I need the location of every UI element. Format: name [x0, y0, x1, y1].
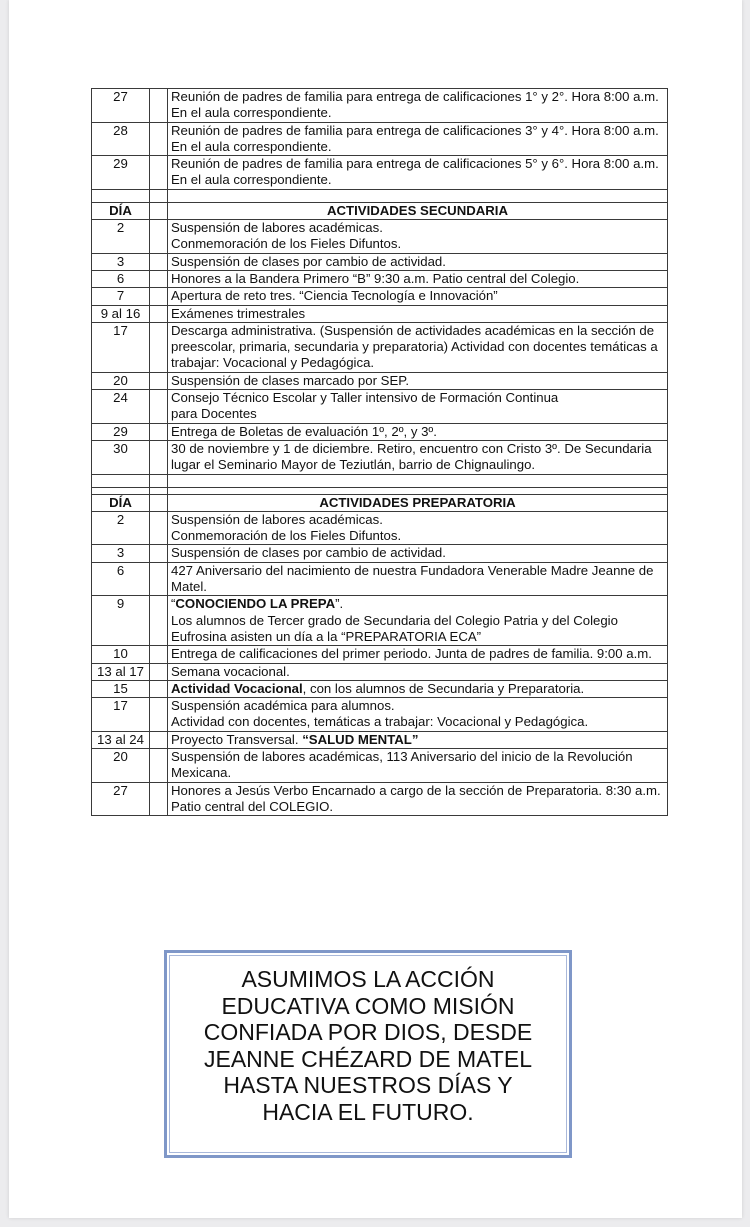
activities-table: [91, 88, 668, 816]
day-value: 29: [113, 156, 128, 172]
day-cell: [92, 731, 150, 748]
activity-text: Descarga administrativa. (Suspensión de actividades académicas en la sección de preescolar, primaria, secundaria y preparatoria) Actividad con docentes temáticas a trabajar: Vocacional y Pedagógica.: [171, 322, 658, 371]
activity-text: Entrega de calificaciones del primer periodo. Junta de padres de familia. 9:00 a.m.: [171, 646, 652, 662]
day-header-label: DÍA: [109, 202, 132, 218]
section-header-row: [92, 202, 668, 219]
gap-cell: [150, 288, 168, 305]
activity-row: [92, 646, 668, 663]
activity-text: Reunión de padres de familia para entrega de calificaciones 1° y 2°. Hora 8:00 a.m. En el aula correspondiente.: [171, 89, 659, 121]
day-cell: [92, 646, 150, 663]
activity-cell: [168, 156, 668, 190]
activity-row: [92, 698, 668, 732]
section-title: [168, 494, 668, 511]
day-value: 6: [116, 562, 125, 578]
activity-text: ”. Los alumnos de Tercer grado de Secundaria del Colegio Patria y del Colegio Eufrosina asisten un día a la “PREPARATORIA ECA”: [171, 596, 618, 644]
activity-cell: [168, 646, 668, 663]
activity-text: Exámenes trimestrales: [171, 305, 306, 321]
section-title-label: ACTIVIDADES PREPARATORIA: [319, 494, 516, 510]
day-cell: [92, 270, 150, 287]
day-header: [92, 202, 150, 219]
activity-cell: [168, 372, 668, 389]
activity-cell: [168, 305, 668, 322]
day-cell: [92, 596, 150, 646]
day-value: 27: [113, 89, 128, 104]
gap-cell: [150, 202, 168, 219]
activity-row: [92, 122, 668, 156]
activity-text: Proyecto Transversal.: [171, 731, 303, 747]
activity-row: [92, 253, 668, 270]
activity-cell: [168, 596, 668, 646]
gap-cell: [150, 270, 168, 287]
activity-row: [92, 782, 668, 816]
document-page: [9, 0, 742, 1218]
day-header: [92, 494, 150, 511]
gap-cell: [150, 646, 168, 663]
activity-row: [92, 288, 668, 305]
gap-cell: [150, 305, 168, 322]
activity-text: Suspensión académica para alumnos. Actividad con docentes, temáticas a trabajar: Vocacional y Pedagógica.: [171, 698, 589, 730]
spacer-cell: [92, 487, 150, 494]
activity-cell: [168, 562, 668, 596]
activity-cell: [168, 731, 668, 748]
gap-cell: [150, 698, 168, 732]
activity-text: 427 Aniversario del nacimiento de nuestra Fundadora Venerable Madre Jeanne de Matel.: [171, 562, 654, 595]
day-value: 7: [116, 288, 125, 304]
spacer-cell: [92, 474, 150, 487]
activity-row: [92, 440, 668, 474]
activity-row: [92, 511, 668, 545]
gap-cell: [150, 562, 168, 596]
gap-cell: [150, 596, 168, 646]
day-cell: [92, 122, 150, 156]
day-value: 17: [113, 698, 128, 714]
gap-cell: [150, 156, 168, 190]
day-value: 13 al 17: [97, 663, 144, 679]
motto-text: ASUMIMOS LA ACCIÓN EDUCATIVA COMO MISIÓN CONFIADA POR DIOS, DESDE JEANNE CHÉZARD DE MATEL HASTA NUESTROS DÍAS Y HACIA EL FUTURO.: [203, 966, 533, 1125]
spacer-cell: [92, 189, 150, 202]
activity-cell: [168, 322, 668, 372]
activity-cell: [168, 288, 668, 305]
gap-cell: [150, 122, 168, 156]
activity-row: [92, 680, 668, 697]
activity-cell: [168, 390, 668, 424]
day-value: 3: [116, 545, 125, 561]
gap-cell: [150, 423, 168, 440]
activities-table-body: [92, 89, 668, 816]
spacer-cell: [168, 189, 668, 202]
gap-cell: [150, 545, 168, 562]
activity-cell: [168, 423, 668, 440]
day-cell: [92, 372, 150, 389]
spacer-cell: [150, 487, 168, 494]
day-cell: [92, 782, 150, 816]
gap-cell: [150, 748, 168, 782]
activity-row: [92, 305, 668, 322]
gap-cell: [150, 440, 168, 474]
day-value: 17: [113, 322, 128, 338]
day-cell: [92, 680, 150, 697]
activity-text: Reunión de padres de familia para entrega de calificaciones 3° y 4°. Hora 8:00 a.m. En el aula correspondiente.: [171, 122, 659, 154]
activity-text: “: [171, 596, 176, 612]
activity-highlight: “SALUD MENTAL”: [302, 731, 419, 747]
activity-text: Suspensión de labores académicas. Conmemoración de los Fieles Difuntos.: [171, 511, 402, 544]
day-value: 2: [116, 511, 125, 527]
day-value: 24: [113, 390, 128, 406]
section-header-row: [92, 494, 668, 511]
gap-cell: [150, 663, 168, 680]
activity-row: [92, 270, 668, 287]
gap-cell: [150, 511, 168, 545]
spacer-cell: [150, 474, 168, 487]
spacer-cell: [168, 487, 668, 494]
activity-cell: [168, 698, 668, 732]
spacer-row: [92, 474, 668, 487]
day-cell: [92, 562, 150, 596]
activity-text: Semana vocacional.: [171, 663, 290, 679]
activity-text: Entrega de Boletas de evaluación 1º, 2º, y 3º.: [171, 423, 437, 439]
day-value: 9: [116, 596, 125, 612]
activity-highlight: CONOCIENDO LA PREPA: [175, 596, 336, 612]
day-value: 20: [113, 748, 128, 764]
day-value: 2: [116, 220, 125, 236]
day-cell: [92, 663, 150, 680]
gap-cell: [150, 372, 168, 389]
day-value: 29: [113, 423, 128, 439]
activity-text: Consejo Técnico Escolar y Taller intensivo de Formación Continua para Docentes: [171, 390, 559, 422]
gap-cell: [150, 322, 168, 372]
spacer-row: [92, 487, 668, 494]
activity-cell: [168, 270, 668, 287]
section-title: [168, 202, 668, 219]
activity-cell: [168, 545, 668, 562]
activity-row: [92, 372, 668, 389]
activity-cell: [168, 220, 668, 254]
activity-cell: [168, 663, 668, 680]
activity-text: Apertura de reto tres. “Ciencia Tecnología e Innovación”: [171, 288, 498, 304]
activity-cell: [168, 253, 668, 270]
activity-row: [92, 390, 668, 424]
day-value: 3: [116, 253, 125, 269]
activity-text: Reunión de padres de familia para entrega de calificaciones 5° y 6°. Hora 8:00 a.m. En el aula correspondiente.: [171, 156, 659, 188]
day-cell: [92, 423, 150, 440]
day-value: 6: [116, 270, 125, 286]
activity-row: [92, 663, 668, 680]
activity-row: [92, 220, 668, 254]
day-value: 30: [113, 440, 128, 456]
gap-cell: [150, 731, 168, 748]
day-cell: [92, 322, 150, 372]
day-cell: [92, 220, 150, 254]
activity-row: [92, 89, 668, 123]
activity-cell: [168, 122, 668, 156]
activity-row: [92, 562, 668, 596]
day-value: 13 al 24: [97, 731, 144, 747]
gap-cell: [150, 390, 168, 424]
section-title-label: ACTIVIDADES SECUNDARIA: [327, 202, 508, 218]
gap-cell: [150, 494, 168, 511]
activity-row: [92, 423, 668, 440]
gap-cell: [150, 680, 168, 697]
activity-text: 30 de noviembre y 1 de diciembre. Retiro, encuentro con Cristo 3º. De Secundaria lugar el Seminario Mayor de Teziutlán, barrio de Chignaulingo.: [171, 440, 652, 473]
activity-text: Suspensión de labores académicas. Conmemoración de los Fieles Difuntos.: [171, 220, 402, 252]
day-header-label: DÍA: [109, 494, 132, 510]
activity-row: [92, 545, 668, 562]
activity-row: [92, 731, 668, 748]
activity-highlight: Actividad Vocacional: [171, 680, 303, 696]
day-value: 28: [113, 122, 128, 138]
motto-box: [164, 950, 572, 1158]
activity-text: Suspensión de labores académicas, 113 Aniversario del inicio de la Revolución Mexicana.: [171, 748, 633, 781]
activity-cell: [168, 440, 668, 474]
day-cell: [92, 305, 150, 322]
spacer-cell: [168, 474, 668, 487]
activity-row: [92, 322, 668, 372]
gap-cell: [150, 253, 168, 270]
day-cell: [92, 253, 150, 270]
day-cell: [92, 89, 150, 123]
day-cell: [92, 288, 150, 305]
gap-cell: [150, 89, 168, 123]
activity-cell: [168, 511, 668, 545]
day-cell: [92, 545, 150, 562]
activity-text: Honores a Jesús Verbo Encarnado a cargo de la sección de Preparatoria. 8:30 a.m. Patio central del COLEGIO.: [171, 782, 661, 814]
day-cell: [92, 748, 150, 782]
day-value: 10: [113, 646, 128, 662]
activity-row: [92, 748, 668, 782]
activity-cell: [168, 89, 668, 123]
activity-text: Suspensión de clases marcado por SEP.: [171, 372, 410, 388]
day-cell: [92, 156, 150, 190]
activity-text: Honores a la Bandera Primero “B” 9:30 a.m. Patio central del Colegio.: [171, 270, 580, 286]
activity-text: Suspensión de clases por cambio de actividad.: [171, 253, 446, 269]
day-value: 20: [113, 372, 128, 388]
activity-text: Suspensión de clases por cambio de actividad.: [171, 545, 446, 561]
spacer-cell: [150, 189, 168, 202]
day-cell: [92, 440, 150, 474]
day-value: 27: [113, 782, 128, 798]
day-cell: [92, 390, 150, 424]
day-cell: [92, 511, 150, 545]
day-cell: [92, 698, 150, 732]
motto-inner-border: [169, 955, 567, 1153]
gap-cell: [150, 782, 168, 816]
spacer-row: [92, 189, 668, 202]
activity-text: , con los alumnos de Secundaria y Preparatoria.: [302, 680, 585, 696]
day-value: 15: [113, 680, 128, 696]
activity-cell: [168, 782, 668, 816]
activity-cell: [168, 748, 668, 782]
activity-row: [92, 596, 668, 646]
gap-cell: [150, 220, 168, 254]
day-value: 9 al 16: [100, 305, 141, 321]
activity-row: [92, 156, 668, 190]
activity-cell: [168, 680, 668, 697]
